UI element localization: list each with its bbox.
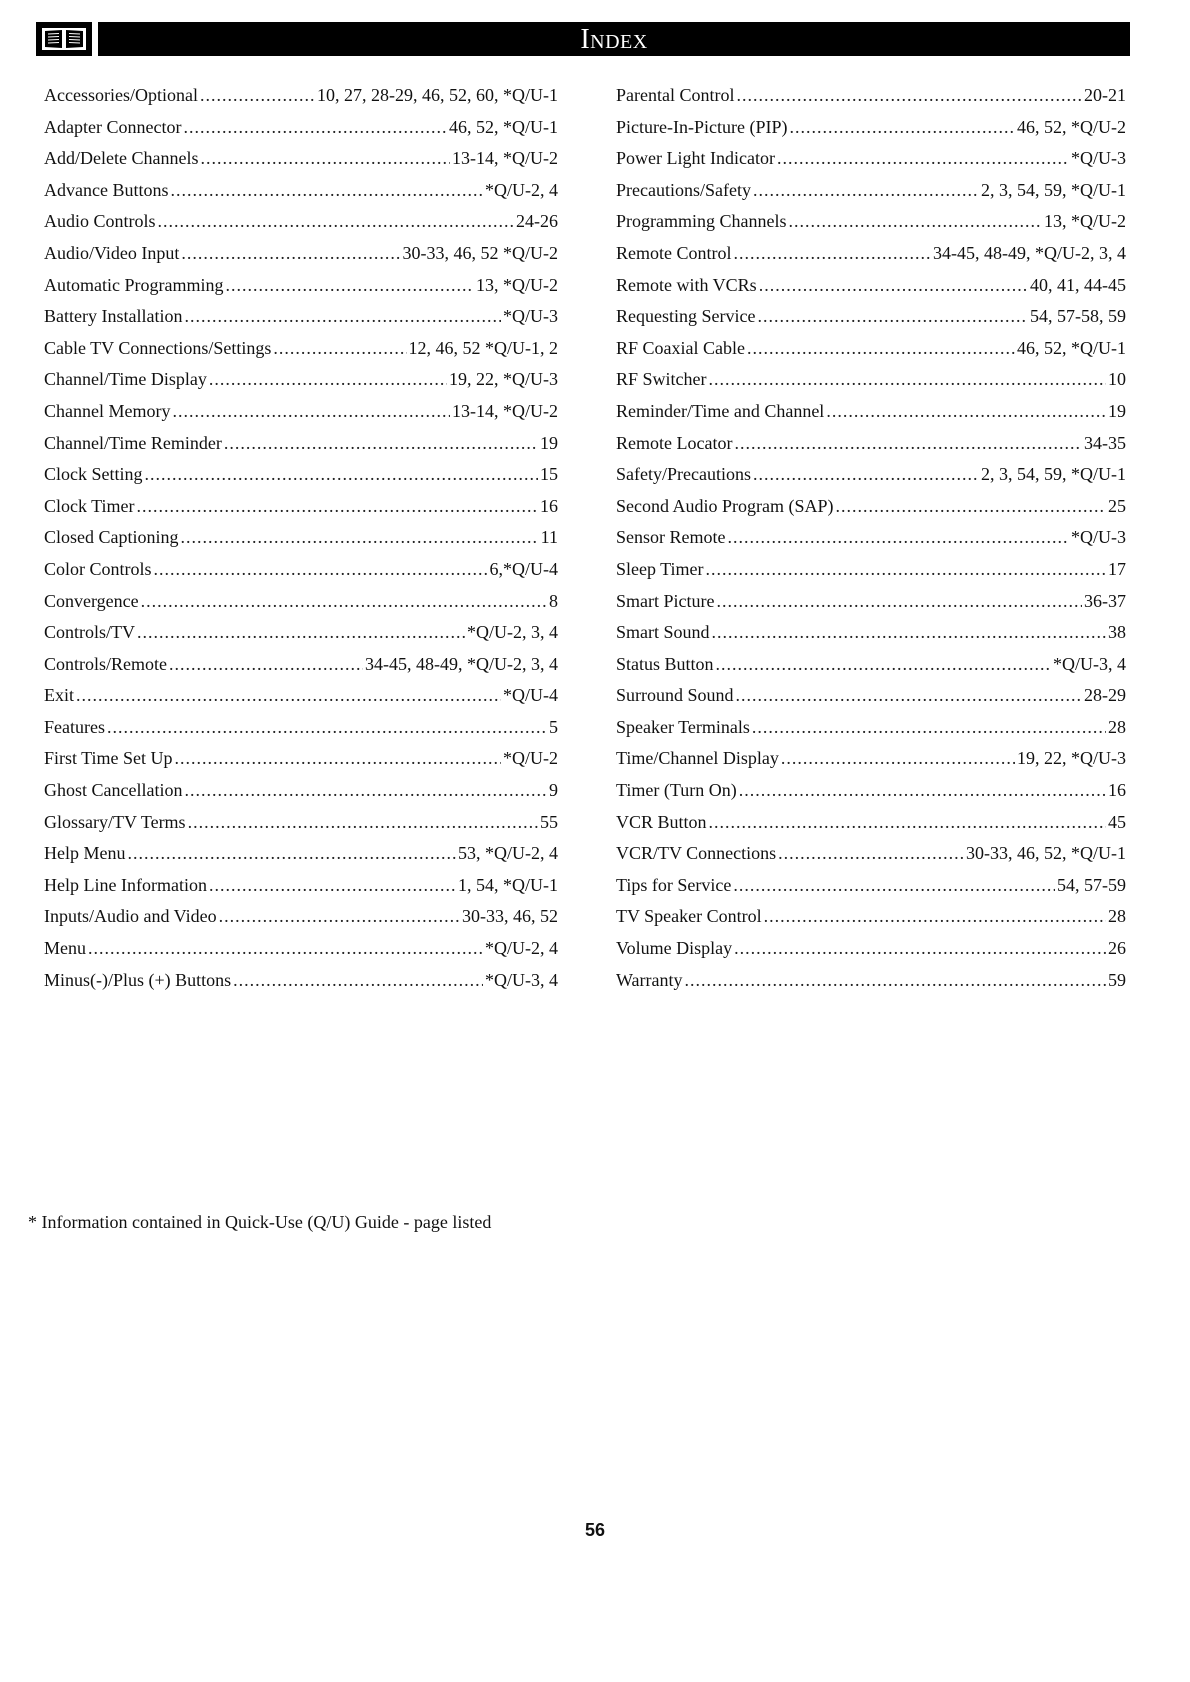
index-pages: 13, *Q/U-2 (476, 274, 558, 295)
dot-leader (141, 586, 547, 618)
index-entry (44, 712, 558, 744)
dot-leader (777, 143, 1069, 175)
index-pages: 59 (1108, 969, 1126, 990)
index-pages: 19, 22, *Q/U-3 (449, 369, 558, 390)
index-entry (616, 428, 1126, 460)
dot-leader (706, 554, 1106, 586)
index-entry (616, 301, 1126, 333)
index-term: Timer (Turn On) (616, 780, 737, 801)
index-term: Parental Control (616, 85, 735, 105)
index-term: Minus(-)/Plus (+) Buttons (44, 969, 232, 990)
index-term: Smart Picture (616, 590, 715, 611)
index-pages: 46, 52, *Q/U-1 (1017, 337, 1126, 358)
index-pages: 2, 3, 54, 59, *Q/U-1 (981, 464, 1126, 485)
index-term: Surround Sound (616, 685, 734, 706)
index-pages: *Q/U-3 (503, 306, 558, 327)
index-pages: 19 (1108, 400, 1126, 421)
dot-leader (224, 428, 538, 460)
dot-leader (183, 112, 447, 144)
index-entry (44, 428, 558, 460)
index-pages: 11 (540, 527, 558, 548)
index-pages: *Q/U-3 (1071, 527, 1126, 548)
dot-leader (733, 870, 1055, 902)
dot-leader (764, 901, 1106, 933)
index-entry (616, 807, 1126, 839)
index-entry (44, 870, 558, 902)
index-entry (616, 333, 1126, 365)
index-pages: 54, 57-58, 59 (1030, 306, 1126, 327)
index-term: Speaker Terminals (616, 716, 750, 737)
index-entry (44, 838, 558, 870)
dot-leader (233, 965, 483, 997)
index-pages: *Q/U-4 (503, 685, 558, 706)
index-pages: 46, 52, *Q/U-2 (1017, 116, 1126, 137)
index-entry (44, 743, 558, 775)
index-pages: 15 (540, 464, 558, 485)
dot-leader (188, 807, 538, 839)
dot-leader (759, 270, 1028, 302)
index-entry (44, 617, 558, 649)
index-term: Battery Installation (44, 306, 183, 327)
index-pages: 45 (1108, 811, 1126, 832)
dot-leader (170, 175, 483, 207)
index-term: Closed Captioning (44, 527, 179, 548)
index-entry (616, 775, 1126, 807)
dot-leader (739, 775, 1106, 807)
index-entry (616, 175, 1126, 207)
index-term: Features (44, 716, 105, 737)
index-entry (616, 617, 1126, 649)
index-entry (616, 270, 1126, 302)
dot-leader (209, 870, 456, 902)
dot-leader (181, 522, 539, 554)
index-pages: 2, 3, 54, 59, *Q/U-1 (981, 179, 1126, 200)
dot-leader (716, 586, 1082, 618)
index-entry (616, 459, 1126, 491)
index-entry (616, 838, 1126, 870)
index-entry (44, 775, 558, 807)
header-bar (98, 22, 1130, 56)
index-pages: *Q/U-3, 4 (485, 969, 558, 990)
dot-leader (734, 238, 932, 270)
dot-leader (788, 206, 1042, 238)
index-pages: 12, 46, 52 *Q/U-1, 2 (408, 337, 558, 358)
dot-leader (747, 333, 1015, 365)
index-entry (616, 206, 1126, 238)
index-term: First Time Set Up (44, 748, 173, 769)
dot-leader (728, 522, 1070, 554)
index-term: Controls/TV (44, 622, 136, 643)
index-term: Safety/Precautions (616, 464, 751, 485)
index-term: RF Coaxial Cable (616, 337, 745, 358)
index-header (36, 22, 1130, 56)
index-pages: 55 (540, 811, 558, 832)
index-pages: 28 (1108, 906, 1126, 927)
dot-leader (716, 649, 1051, 681)
index-entry (44, 807, 558, 839)
dot-leader (219, 901, 460, 933)
index-term: Color Controls (44, 558, 152, 579)
index-pages: 28-29 (1084, 685, 1126, 706)
index-pages: 13-14, *Q/U-2 (452, 400, 558, 421)
index-term: Channel/Time Reminder (44, 432, 222, 453)
index-pages: 30-33, 46, 52, *Q/U-1 (966, 843, 1126, 864)
index-pages: 8 (549, 590, 558, 611)
index-entry (44, 933, 558, 965)
index-entry (616, 522, 1126, 554)
index-pages: 34-45, 48-49, *Q/U-2, 3, 4 (933, 242, 1126, 263)
index-entry (616, 901, 1126, 933)
index-pages: 36-37 (1084, 590, 1126, 611)
index-pages: 1, 54, *Q/U-1 (458, 874, 558, 895)
index-pages: 53, *Q/U-2, 4 (458, 843, 558, 864)
index-entry (616, 554, 1126, 586)
index-pages: 34-45, 48-49, *Q/U-2, 3, 4 (365, 653, 558, 674)
index-entry (44, 554, 558, 586)
index-entry (616, 112, 1126, 144)
index-entry (44, 206, 558, 238)
index-pages: 34-35 (1084, 432, 1126, 453)
index-entry (616, 712, 1126, 744)
index-pages: 5 (549, 716, 558, 737)
dot-leader (753, 175, 979, 207)
dot-leader (273, 333, 406, 365)
index-term: Channel/Time Display (44, 369, 207, 390)
index-term: VCR Button (616, 811, 707, 832)
index-entry (44, 238, 558, 270)
index-term: Volume Display (616, 938, 733, 959)
index-term: Channel Memory (44, 400, 171, 421)
index-term: Precautions/Safety (616, 179, 751, 200)
index-term: Tips for Service (616, 874, 732, 895)
index-entry (616, 586, 1126, 618)
page-title: Index (580, 24, 648, 55)
dot-leader (753, 459, 979, 491)
index-pages: 30-33, 46, 52 (462, 906, 558, 927)
index-entry (44, 80, 558, 112)
footnote: * Information contained in Quick-Use (Q/U) Guide - page listed (28, 1212, 492, 1232)
dot-leader (76, 680, 501, 712)
index-pages: 28 (1108, 716, 1126, 737)
dot-leader (127, 838, 456, 870)
index-term: Remote Control (616, 242, 732, 263)
index-entry (616, 491, 1126, 523)
dot-leader (209, 364, 447, 396)
index-pages: 10, 27, 28-29, 46, 52, 60, *Q/U-1 (317, 85, 558, 105)
index-pages: *Q/U-2, 4 (485, 938, 558, 959)
index-term: Add/Delete Channels (44, 148, 199, 169)
index-pages: 16 (540, 495, 558, 516)
open-book-icon (36, 22, 92, 56)
index-entry (44, 333, 558, 365)
index-term: Glossary/TV Terms (44, 811, 186, 832)
index-entry (616, 743, 1126, 775)
index-term: Reminder/Time and Channel (616, 400, 825, 421)
index-term: Controls/Remote (44, 653, 167, 674)
index-term: Accessories/Optional (44, 85, 198, 105)
dot-leader (107, 712, 547, 744)
index-pages: 24-26 (516, 211, 558, 232)
dot-leader (709, 807, 1106, 839)
index-term: Warranty (616, 969, 683, 990)
index-term: Picture-In-Picture (PIP) (616, 116, 788, 137)
dot-leader (826, 396, 1106, 428)
index-term: Audio/Video Input (44, 242, 180, 263)
index-entry (44, 112, 558, 144)
dot-leader (200, 80, 315, 112)
index-term: Ghost Cancellation (44, 780, 183, 801)
index-entry (44, 680, 558, 712)
index-entry (44, 491, 558, 523)
dot-leader (184, 301, 501, 333)
index-entry (44, 901, 558, 933)
index-right-column (616, 80, 1126, 996)
index-entry (44, 649, 558, 681)
index-term: TV Speaker Control (616, 906, 762, 927)
index-term: Help Line Information (44, 874, 207, 895)
index-term: Status Button (616, 653, 714, 674)
index-pages: 38 (1108, 622, 1126, 643)
index-pages: 13-14, *Q/U-2 (452, 148, 558, 169)
index-term: Sleep Timer (616, 558, 704, 579)
index-pages: 13, *Q/U-2 (1044, 211, 1126, 232)
index-pages: *Q/U-2 (503, 748, 558, 769)
index-pages: 40, 41, 44-45 (1030, 274, 1126, 295)
index-entry (616, 364, 1126, 396)
index-entry (44, 396, 558, 428)
dot-leader (778, 838, 964, 870)
index-pages: 17 (1108, 558, 1126, 579)
index-entry (616, 965, 1126, 997)
index-pages: 20-21 (1084, 85, 1126, 105)
index-pages: *Q/U-3 (1071, 148, 1126, 169)
index-term: Convergence (44, 590, 139, 611)
dot-leader (172, 396, 450, 428)
index-term: VCR/TV Connections (616, 843, 777, 864)
index-pages: 19 (540, 432, 558, 453)
dot-leader (181, 238, 400, 270)
index-pages: 16 (1108, 780, 1126, 801)
index-pages: *Q/U-3, 4 (1053, 653, 1126, 674)
dot-leader (789, 112, 1015, 144)
dot-leader (225, 270, 474, 302)
index-entry (616, 680, 1126, 712)
index-term: Smart Sound (616, 622, 710, 643)
index-term: Advance Buttons (44, 179, 169, 200)
index-term: Adapter Connector (44, 116, 182, 137)
dot-leader (736, 680, 1082, 712)
index-entry (44, 143, 558, 175)
index-entry (616, 870, 1126, 902)
index-term: Second Audio Program (SAP) (616, 495, 834, 516)
index-entry (616, 238, 1126, 270)
index-term: Inputs/Audio and Video (44, 906, 217, 927)
dot-leader (736, 80, 1082, 112)
index-pages: 46, 52, *Q/U-1 (449, 116, 558, 137)
index-term: Cable TV Connections/Settings (44, 337, 272, 358)
index-pages: 9 (549, 780, 558, 801)
index-entry (44, 364, 558, 396)
index-term: Exit (44, 685, 74, 706)
index-entry (616, 933, 1126, 965)
index-term: Remote with VCRs (616, 274, 757, 295)
dot-leader (781, 743, 1015, 775)
index-pages: 26 (1108, 938, 1126, 959)
index-term: RF Switcher (616, 369, 707, 390)
dot-leader (709, 364, 1106, 396)
index-pages: 19, 22, *Q/U-3 (1017, 748, 1126, 769)
dot-leader (757, 301, 1028, 333)
dot-leader (169, 649, 363, 681)
index-term: Power Light Indicator (616, 148, 775, 169)
dot-leader (184, 775, 547, 807)
index-term: Help Menu (44, 843, 126, 864)
index-term: Audio Controls (44, 211, 156, 232)
index-entry (44, 459, 558, 491)
dot-leader (137, 617, 465, 649)
dot-leader (88, 933, 483, 965)
index-term: Sensor Remote (616, 527, 726, 548)
index-pages: 30-33, 46, 52 *Q/U-2 (402, 242, 558, 263)
index-entry (44, 270, 558, 302)
index-left-column (44, 80, 558, 996)
dot-leader (734, 933, 1106, 965)
index-entry (44, 522, 558, 554)
index-term: Menu (44, 938, 86, 959)
index-entry (616, 143, 1126, 175)
index-term: Automatic Programming (44, 274, 224, 295)
dot-leader (712, 617, 1106, 649)
index-term: Requesting Service (616, 306, 756, 327)
dot-leader (685, 965, 1106, 997)
index-pages: *Q/U-2, 3, 4 (467, 622, 558, 643)
index-pages: 6,*Q/U-4 (489, 558, 558, 579)
dot-leader (200, 143, 450, 175)
dot-leader (137, 491, 538, 523)
page-number: 56 (584, 1520, 606, 1540)
index-pages: 54, 57-59 (1057, 874, 1126, 895)
dot-leader (175, 743, 501, 775)
index-pages: 25 (1108, 495, 1126, 516)
index-term: Remote Locator (616, 432, 733, 453)
dot-leader (154, 554, 488, 586)
dot-leader (836, 491, 1107, 523)
index-entry (44, 965, 558, 997)
index-entry (44, 301, 558, 333)
dot-leader (145, 459, 539, 491)
index-entry (616, 396, 1126, 428)
index-term: Clock Setting (44, 464, 143, 485)
index-entry (616, 80, 1126, 112)
index-pages: *Q/U-2, 4 (485, 179, 558, 200)
index-entry (44, 586, 558, 618)
index-term: Time/Channel Display (616, 748, 779, 769)
dot-leader (734, 428, 1082, 460)
index-term: Clock Timer (44, 495, 135, 516)
index-entry (44, 175, 558, 207)
index-pages: 10 (1108, 369, 1126, 390)
index-entry (616, 649, 1126, 681)
dot-leader (752, 712, 1106, 744)
index-term: Programming Channels (616, 211, 787, 232)
dot-leader (158, 206, 514, 238)
